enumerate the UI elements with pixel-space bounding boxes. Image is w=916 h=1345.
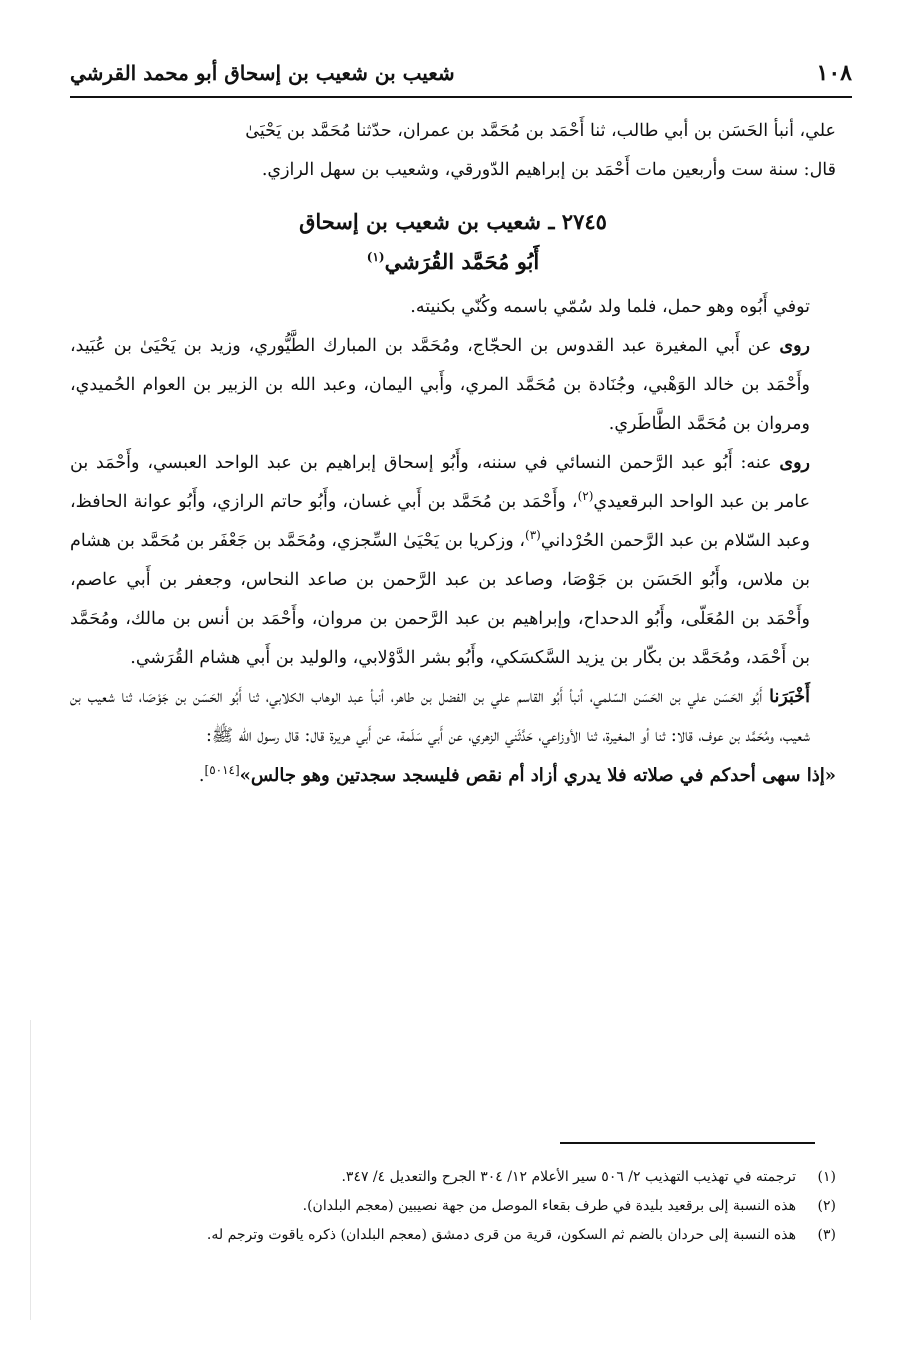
- footnote-text: هذه النسبة إلى حردان بالضم ثم السكون، قرية من قرى دمشق (معجم البلدان) ذكره ياقوت وترجم له.: [206, 1227, 796, 1243]
- footnote-ref-3: (٣): [525, 528, 541, 543]
- entry-title-line-2: [70, 242, 836, 282]
- narrated-from-paragraph: [70, 327, 836, 444]
- main-text: [70, 112, 836, 796]
- page-number: ١٠٨: [816, 60, 852, 86]
- entry-heading: [70, 202, 836, 282]
- footnote-number: (٢): [817, 1198, 836, 1214]
- hadith-end: .: [198, 766, 205, 786]
- footnote-2: [70, 1192, 836, 1221]
- footnote-ref-2: (٢): [577, 489, 594, 504]
- footnote-separator: [560, 1142, 815, 1144]
- entry-title-line-1: ٢٧٤٥ ـ شعيب بن شعيب بن إسحاق: [299, 209, 607, 234]
- continuation-line-1: علي، أنبأ الحَسَن بن أبي طالب، ثنا أَحْمَد بن مُحَمَّد بن عمران، حدّثنا مُحَمَّد بن يَحْيَىٰ: [245, 121, 836, 141]
- page-header: [70, 50, 852, 98]
- hadith-paragraph: [70, 756, 836, 796]
- footnote-text: هذه النسبة إلى برقعيد بليدة في طرف بقعاء الموصل من جهة نصيبين (معجم البلدان).: [302, 1198, 796, 1214]
- scan-margin-line: [30, 1020, 31, 1320]
- footnote-ref-1: (١): [366, 250, 385, 264]
- narrators-text-a: عنه: أَبُو عبد الرَّحمن النسائي في سننه، وأَبُو إسحاق إبراهيم بن عبد الواحد العبسي، وأَحْمَد بن عامر بن عبد الواحد البرقعيدي: [70, 453, 811, 512]
- isnad-lead: أَخْبَرَنا: [769, 687, 810, 707]
- isnad-paragraph: [70, 678, 836, 756]
- narrated-from-lead: روى: [779, 336, 810, 356]
- hadith-number: [٥٠١٤]: [204, 763, 240, 778]
- footnote-number: (١): [817, 1169, 836, 1185]
- narrated-from-text: عن أَبي المغيرة عبد القدوس بن الحجّاج، ومُحَمَّد بن المبارك الطَّيُّوري، وزيد بن يَحْيَىٰ بن عُبَيد، وأَحْمَد بن خالد الوَهْبي، وجُنَادة بن مُحَمَّد المري، وأَبي اليمان، وعبد الله بن الزبير بن العوام الحُميدي، ومروان بن مُحَمَّد الطَّاطَري.: [70, 336, 810, 434]
- running-title: شعيب بن شعيب بن إسحاق أبو محمد القرشي: [70, 61, 455, 85]
- intro-paragraph: توفي أَبُوه وهو حمل، فلما ولد سُمّي باسمه وكُنّي بكنيته.: [410, 297, 810, 317]
- footnote-text: ترجمته في تهذيب التهذيب ٢/ ٥٠٦ سير الأعلام ١٢/ ٣٠٤ الجرح والتعديل ٤/ ٣٤٧.: [341, 1169, 796, 1185]
- isnad-text: أَبُو الحَسَن علي بن الحَسَن السّلمي، أنبأ أَبُو القاسم علي بن الفضل بن طاهر، أنبأ عبد الوهاب الكلابي، ثنا أَبُو الحَسَن بن جَوْصَا، ثنا شعيب بن شعيب، ومُحَمَّد بن عوف، قالا: ثنا أو المغيرة، ثنا الأوزاعي، حَدَّثَني الزهري، عن أَبي سَلَمة، عن أَبي هريرة قال: قال رسول الله ﷺ:: [70, 687, 810, 746]
- narrators-text-c: ، وزكريا بن يَحْيَىٰ السِّجزي، ومُحَمَّد بن جَعْفَر بن مُحَمَّد بن هشام بن ملاس، وأَبُو الحَسَن بن جَوْصَا، وصاعد بن عبد الرَّحمن بن صاعد النحاس، وجعفر بن أَبي عاصم، وأَحْمَد بن المُعَلّى، وأَبُو الدحداح، وإبراهيم بن عبد الرَّحمن بن مروان، وأَحْمَد بن أنس بن مالك، ومُحَمَّد بن أَحْمَد، ومُحَمَّد بن بكّار بن يزيد السَّكسَكي، وأَبُو بشر الدَّوْلابي، والوليد بن أَبي هشام القُرَشي.: [70, 531, 810, 668]
- continuation-line-2: قال: سنة ست وأربعين مات أَحْمَد بن إبراهيم الدّورقي، وشعيب بن سهل الرازي.: [261, 160, 836, 180]
- narrators-paragraph: [70, 444, 836, 678]
- entry-kunya: أَبُو مُحَمَّد القُرَشي: [384, 249, 540, 274]
- narrators-text-b: ، وأَحْمَد بن مُحَمَّد بن أَبي غسان، وأَبُو حاتم الرازي، وأَبُو عوانة الحافظ، وعبد السّلام بن عبد الرَّحمن الحُرْداني: [70, 492, 810, 551]
- footnotes: [70, 1163, 836, 1250]
- footnote-number: (٣): [817, 1227, 836, 1243]
- narrators-lead: روى: [779, 453, 810, 473]
- footnote-3: [70, 1221, 836, 1250]
- footnote-1: [70, 1163, 836, 1192]
- hadith-text: «إذا سهى أحدكم في صلاته فلا يدري أزاد أم نقص فليسجد سجدتين وهو جالس»: [239, 765, 836, 786]
